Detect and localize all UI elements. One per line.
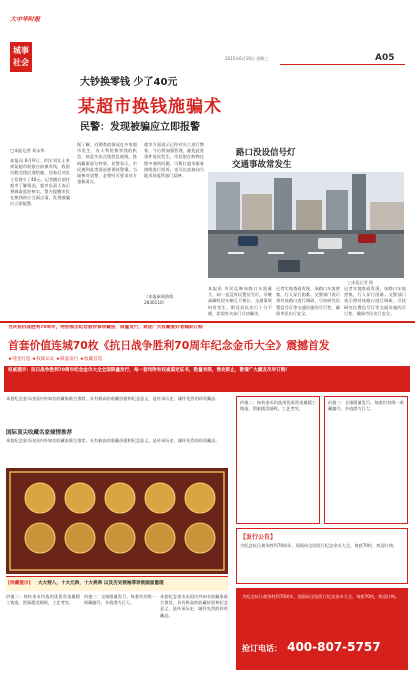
- ad-banner-title: 国际顶尖收藏名家倾情推荐: [6, 430, 73, 436]
- ad-service-body-repeat: 为纪念抗日战争胜利70周年，现面向全国发行纪念金币大全，每套70枚，欢迎订购。: [242, 594, 400, 599]
- hotline-number: 2830110）: [144, 300, 167, 305]
- photo-story-body-right: 记者实地查看发现，该路口车流密集，行人穿行困难。交警部门表示将对该路口进行调研，尽快研究设置信号灯等交通设施的可行性，确保市民出行安全。: [276, 286, 340, 316]
- ad-main-title: 首套价值连城70枚《抗日战争胜利70周年纪念金币大全》震撼首发: [8, 339, 330, 352]
- ad-quote-2: 价值三：全球限量发行，每套均有唯一收藏编号，升值潜力巨大。: [328, 400, 404, 412]
- ad-notice-text: 权威提示：抗日战争胜利70周年纪念金币大全全国限量发行，每一套均附有权威鉴定证书，数量有限，售完即止，敬请广大藏友尽早订购！: [8, 368, 291, 373]
- section-label-2: 社会: [13, 58, 29, 67]
- ad-quote-1: 价值二：每枚金币均选用优质贵金属精工铸造，图案精美细致，工艺考究。: [240, 400, 316, 412]
- ad-footer-text-2: 价值三：全球限量发行，每套均有唯一收藏编号，升值潜力巨大。: [84, 594, 156, 606]
- logo-text: 大中华时报: [10, 16, 41, 23]
- ad-quote-box-2: [324, 396, 408, 524]
- ad-sub-line: ★纯金打造 ★权威认证 ★限量发行 ★收藏首选: [8, 357, 103, 362]
- photo-caption: □本报记者 摄: [348, 280, 374, 285]
- date-line: 2015年6月10日 星期三: [225, 56, 269, 61]
- ad-banner-body: 本套纪念金币由国内外知名收藏家联合推荐，具有极高的收藏价值和纪念意义，是传承历史、缅怀先烈的珍贵藏品。: [6, 438, 220, 443]
- story-body-col2: 据了解，近期类似情况在多家超市发生，有人利用换零钱的机会，故意多次点钱扰乱视线，趁机藏匿部分钞票。民警表示，市民遇到此类情况要保持警惕，当面核对清楚，必要时可要求对方重新清点。: [77, 142, 137, 185]
- ad-top-line: 为庆祝抗战胜利70周年，特别推出纪念版钞票珍藏册，限量发行，欢迎广大收藏爱好者踊跃订购: [8, 325, 203, 330]
- photo-headline-2: 交通事故常发生: [232, 160, 292, 170]
- commemorative-image: [6, 468, 228, 574]
- photo-story-body-left: 本报讯 市民反映该路口车流量大，却一直没有设置信号灯，早晚高峰时段车辆互不相让，交通事故时有发生，附近居民出行十分不便，希望有关部门尽快解决。: [208, 286, 272, 316]
- ad-bottom-caption-bar: [6, 576, 228, 591]
- ad-bottom-caption: 大大特入，十大元帅，十大将帅 以及历史领袖等珍贵画面重现: [38, 581, 164, 586]
- ad-quote-box-1: [236, 396, 320, 524]
- story-headline: 某超市换钱施骗术: [78, 97, 222, 117]
- ad-service-title: 【发行公告】: [240, 534, 277, 541]
- photo-story-body-extra: 记者实地查看发现，该路口车流密集，行人穿行困难。交警部门表示将对该路口进行调研，尽快研究设置信号灯等交通设施的可行性，确保市民出行安全。: [344, 286, 406, 316]
- hotline-label: （本报新闻热线: [144, 294, 174, 299]
- ad-hotline: [242, 636, 402, 655]
- ad-notice-box: [4, 366, 410, 392]
- ad-service-body: 为纪念抗日战争胜利70周年，现面向全国发行纪念金币大全，每套70枚，欢迎订购。: [240, 543, 398, 548]
- ad-hotline-number: 400-807-5757: [287, 640, 381, 654]
- story-body-col1: 本报讯 6月9日，市民刘女士来到某超市收银台前换零钱，收银员数完钱后递给她，回家后刘女士发现少了40元。记者随后前往超市了解情况，超市负责人表示将调取监控核实。警方提醒市民在换钱时应当面点清，发现被骗应立即报警。: [10, 158, 70, 207]
- story-body-col3: 超市方面表示已经对员工进行教育，今后将加强管理，避免此类事件再次发生。市民如在购物过程中遇到问题，可拨打超市服务热线进行投诉，也可以直接向当地市场监管部门反映。: [144, 142, 204, 179]
- ad-intro-text: 本套纪念金币由国内外知名收藏家联合推荐，具有极高的收藏价值和纪念意义，是传承历史、缅怀先烈的珍贵藏品。: [6, 396, 220, 401]
- ad-hotline-bar: [236, 588, 408, 670]
- story-kicker: 大钞换零钱 少了40元: [80, 77, 178, 88]
- ad-bottom-tag: [珍藏提示]: [8, 581, 31, 586]
- ad-footer-text-1: 价值二：每枚金币均选用优质贵金属精工铸造，图案精美细致，工艺考究。: [6, 594, 80, 606]
- section-badge: [10, 42, 32, 72]
- ad-hotline-label: 抢订电话：: [242, 644, 282, 653]
- ad-service-box: [236, 528, 408, 584]
- story-byline: □本报记者 刘永华: [10, 148, 45, 153]
- ad-footer-text-3: 本套纪念金币由国内外知名收藏家联合推荐，具有极高的收藏价值和纪念意义，是传承历史、缅怀先烈的珍贵藏品。: [160, 594, 228, 618]
- story-hotline: [144, 294, 173, 306]
- section-label-1: 城事: [13, 46, 29, 55]
- newspaper-logo: [10, 6, 48, 23]
- photo-headline-1: 路口没设信号灯: [236, 148, 296, 158]
- story-subhead: 民警：发现被骗应立即报警: [80, 122, 200, 133]
- ad-top-rule: [0, 321, 415, 323]
- top-story: [0, 70, 415, 150]
- header-rule: [280, 64, 405, 65]
- street-photo: [208, 172, 404, 278]
- page-number: A05: [375, 53, 395, 63]
